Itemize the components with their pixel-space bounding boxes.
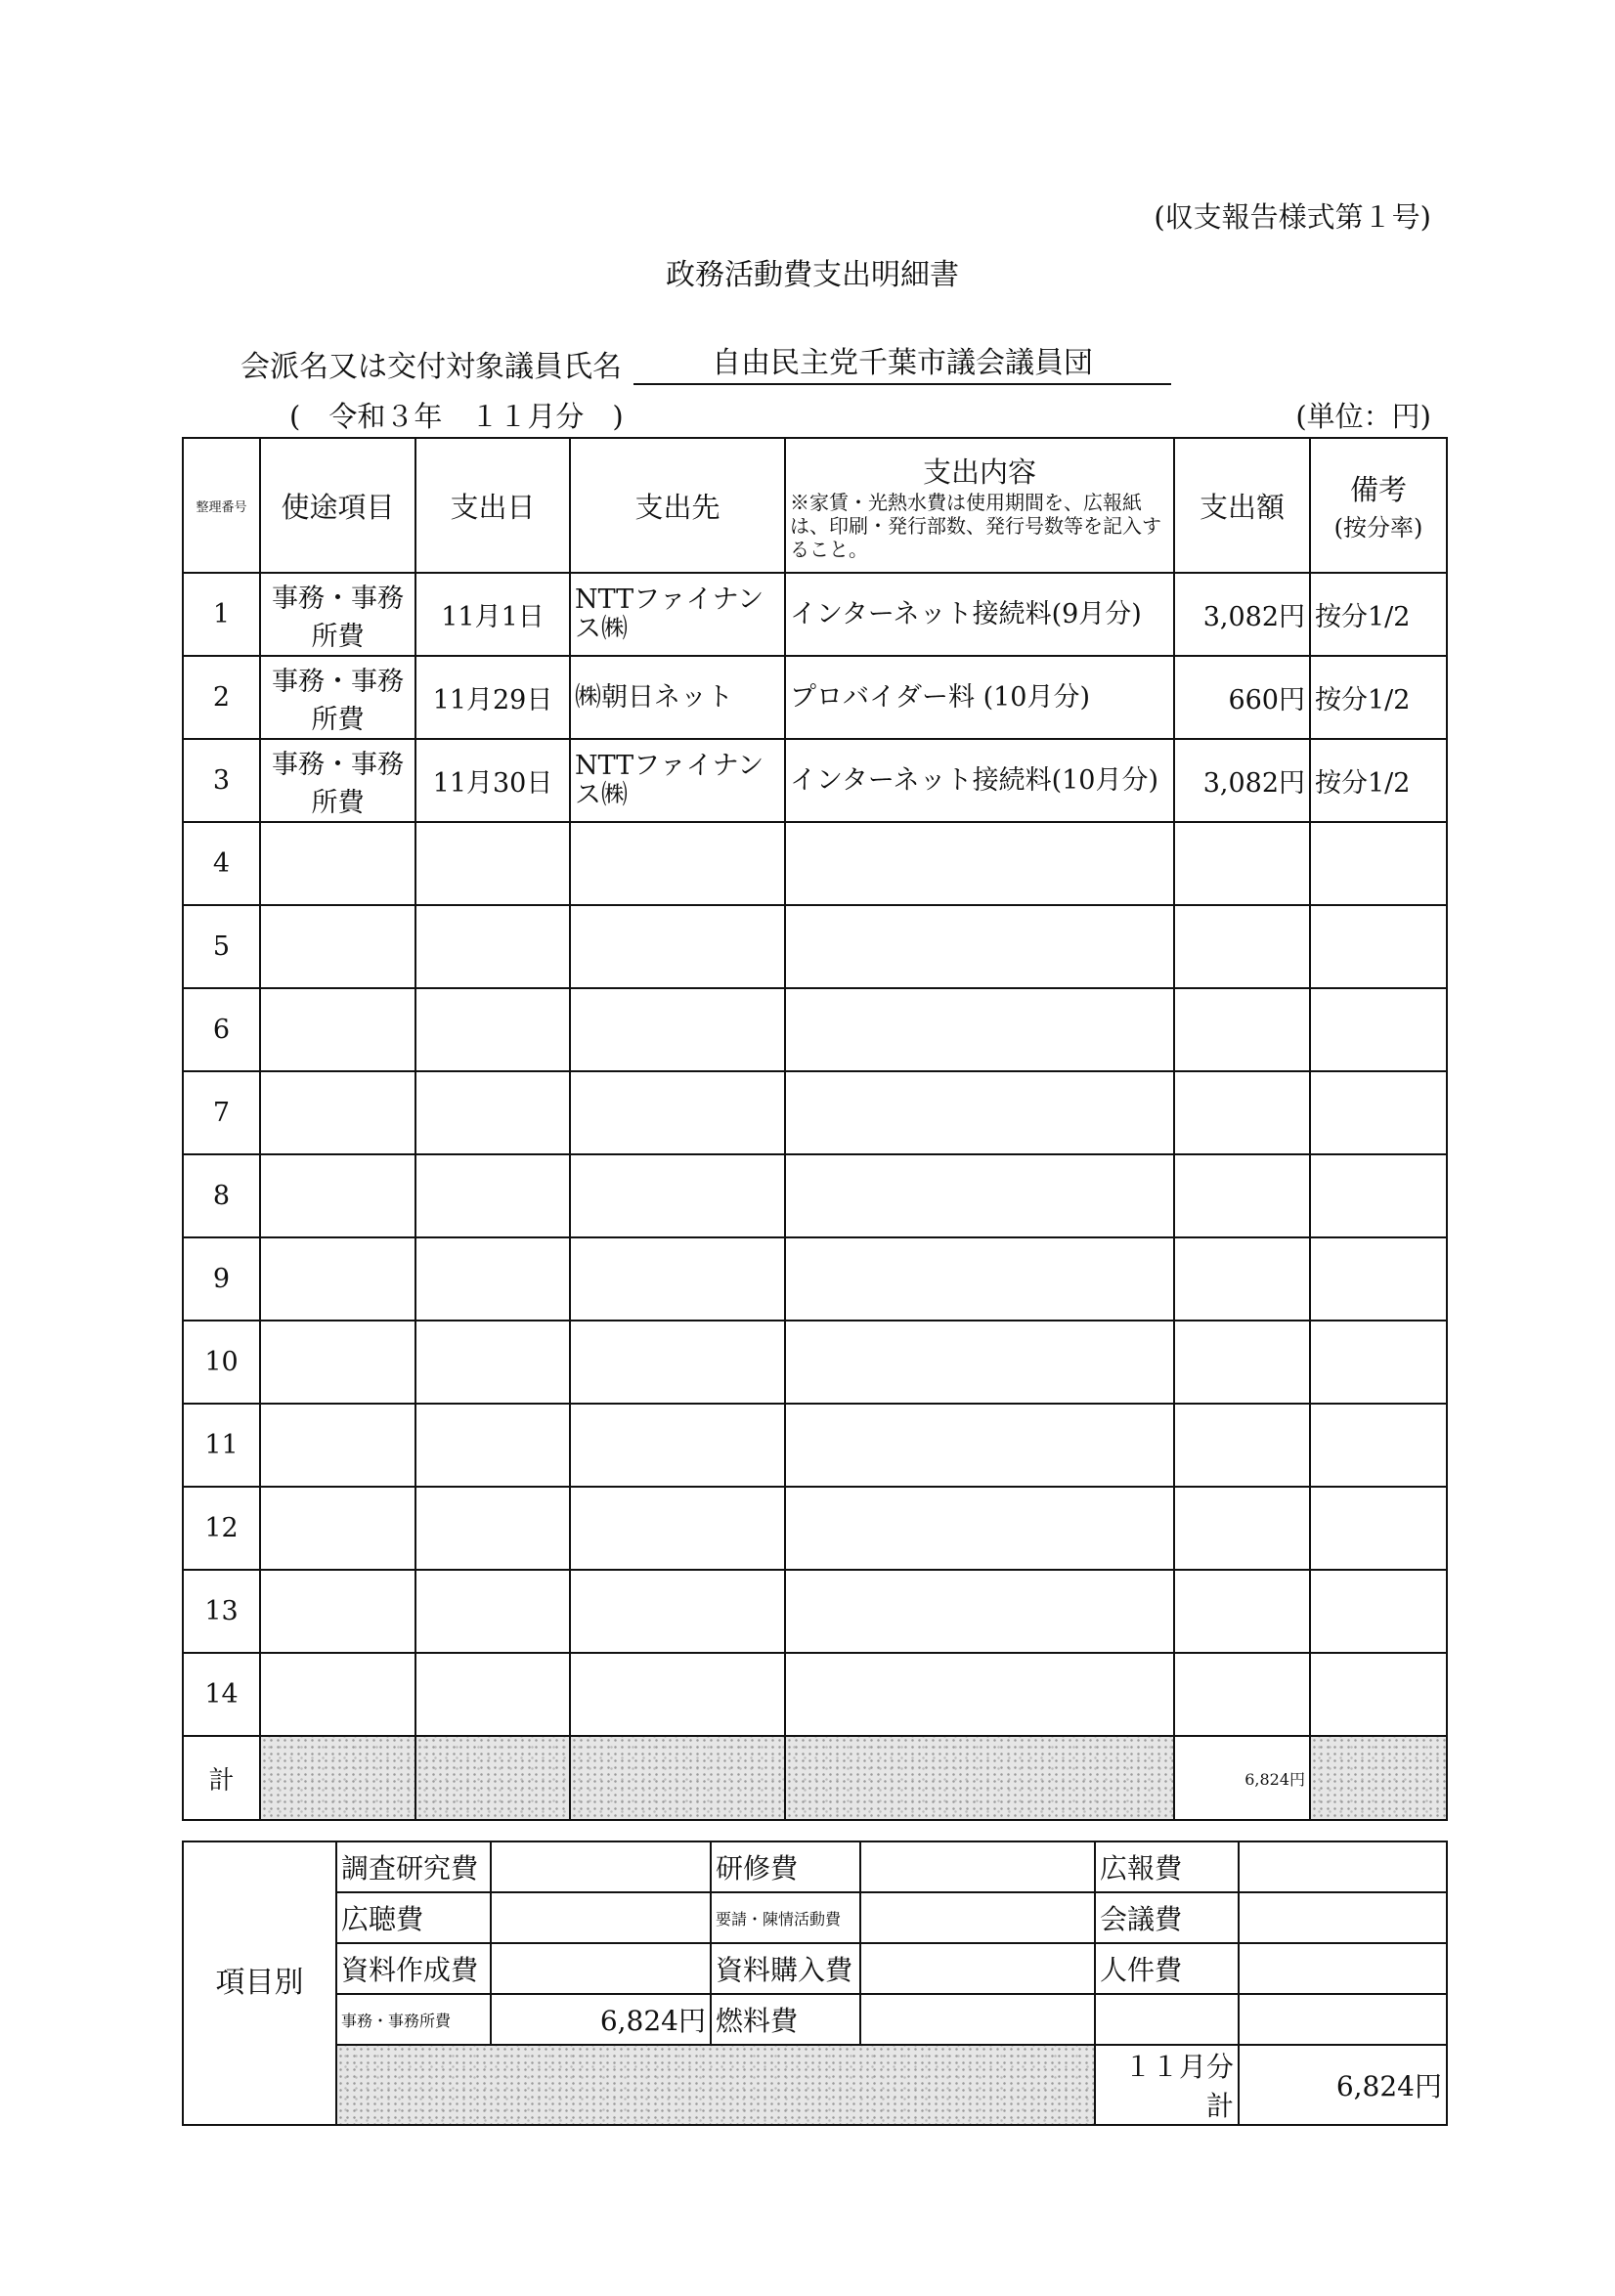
row-remarks xyxy=(1310,1404,1447,1487)
row-amount xyxy=(1174,988,1310,1071)
summary-value xyxy=(491,1892,711,1943)
row-number: 2 xyxy=(183,656,260,739)
table-row xyxy=(183,656,1447,739)
row-amount xyxy=(1174,1653,1310,1736)
table-row xyxy=(183,1321,1447,1404)
header-content-label: 支出内容 xyxy=(922,455,1036,489)
row-content xyxy=(785,905,1174,988)
row-content xyxy=(785,1487,1174,1570)
row-number: 4 xyxy=(183,822,260,905)
row-amount xyxy=(1174,1071,1310,1154)
row-payee xyxy=(570,1321,785,1404)
row-date xyxy=(415,1570,570,1653)
header-remarks-sub: (按分率) xyxy=(1333,514,1423,542)
header-content xyxy=(785,438,1174,573)
row-date xyxy=(415,1404,570,1487)
total-label: 計 xyxy=(183,1736,260,1820)
row-content xyxy=(785,822,1174,905)
row-content xyxy=(785,1237,1174,1321)
row-remarks xyxy=(1310,1154,1447,1237)
row-category xyxy=(260,1570,415,1653)
summary-row xyxy=(183,1841,1447,1892)
row-content xyxy=(785,988,1174,1071)
header-remarks-label: 備考 xyxy=(1349,473,1407,506)
row-remarks xyxy=(1310,1071,1447,1154)
row-payee xyxy=(570,1653,785,1736)
row-amount xyxy=(1174,1570,1310,1653)
row-content xyxy=(785,1404,1174,1487)
row-remarks xyxy=(1310,1570,1447,1653)
header-remarks xyxy=(1310,438,1447,573)
row-category: 事務・事務所費 xyxy=(260,573,415,656)
row-payee xyxy=(570,1487,785,1570)
summary-value: 6,824円 xyxy=(491,1994,711,2045)
row-remarks xyxy=(1310,1321,1447,1404)
row-category xyxy=(260,905,415,988)
monthly-total-value: 6,824円 xyxy=(1239,2045,1447,2125)
shaded-cell xyxy=(336,2045,1095,2125)
table-header-row xyxy=(183,438,1447,573)
row-payee xyxy=(570,1071,785,1154)
row-amount xyxy=(1174,822,1310,905)
summary-label: 燃料費 xyxy=(711,1994,860,2045)
table-row xyxy=(183,1404,1447,1487)
row-number: 13 xyxy=(183,1570,260,1653)
row-number: 9 xyxy=(183,1237,260,1321)
summary-row xyxy=(183,1943,1447,1994)
row-content xyxy=(785,1570,1174,1653)
summary-value xyxy=(860,1994,1095,2045)
row-number: 8 xyxy=(183,1154,260,1237)
row-category xyxy=(260,1321,415,1404)
unit-label: (単位：円) xyxy=(1295,400,1431,433)
row-remarks: 按分1/2 xyxy=(1310,656,1447,739)
row-amount xyxy=(1174,1154,1310,1237)
summary-label: 事務・事務所費 xyxy=(336,1994,491,2045)
summary-label: 会議費 xyxy=(1095,1892,1239,1943)
row-number: 6 xyxy=(183,988,260,1071)
row-number: 10 xyxy=(183,1321,260,1404)
summary-value xyxy=(860,1841,1095,1892)
row-number: 5 xyxy=(183,905,260,988)
table-row xyxy=(183,573,1447,656)
row-amount: 3,082円 xyxy=(1174,739,1310,822)
row-payee xyxy=(570,905,785,988)
row-payee xyxy=(570,988,785,1071)
row-category: 事務・事務所費 xyxy=(260,656,415,739)
header-amount: 支出額 xyxy=(1174,438,1310,573)
row-number: 7 xyxy=(183,1071,260,1154)
row-category xyxy=(260,1237,415,1321)
row-remarks xyxy=(1310,822,1447,905)
row-date xyxy=(415,1321,570,1404)
summary-heading: 項目別 xyxy=(183,1841,336,2125)
header-no: 整理番号 xyxy=(183,438,260,573)
summary-label: 資料作成費 xyxy=(336,1943,491,1994)
header-date: 支出日 xyxy=(415,438,570,573)
row-amount xyxy=(1174,905,1310,988)
table-row xyxy=(183,1154,1447,1237)
row-amount xyxy=(1174,1321,1310,1404)
summary-value xyxy=(860,1892,1095,1943)
shaded-cell xyxy=(260,1736,415,1820)
row-payee: NTTファイナンス㈱ xyxy=(570,573,785,656)
summary-label: 人件費 xyxy=(1095,1943,1239,1994)
row-category: 事務・事務所費 xyxy=(260,739,415,822)
row-content xyxy=(785,1653,1174,1736)
table-row xyxy=(183,1487,1447,1570)
row-amount: 3,082円 xyxy=(1174,573,1310,656)
shaded-cell xyxy=(1310,1736,1447,1820)
summary-row xyxy=(183,1994,1447,2045)
empty-cell xyxy=(1239,1994,1447,2045)
row-date: 11月29日 xyxy=(415,656,570,739)
shaded-cell xyxy=(570,1736,785,1820)
row-payee: NTTファイナンス㈱ xyxy=(570,739,785,822)
empty-cell xyxy=(1095,1994,1239,2045)
summary-value xyxy=(1239,1943,1447,1994)
row-date xyxy=(415,1071,570,1154)
summary-value xyxy=(491,1943,711,1994)
row-date xyxy=(415,1653,570,1736)
row-date: 11月30日 xyxy=(415,739,570,822)
row-number: 14 xyxy=(183,1653,260,1736)
row-payee xyxy=(570,1237,785,1321)
row-amount xyxy=(1174,1404,1310,1487)
row-category xyxy=(260,1653,415,1736)
row-date: 11月1日 xyxy=(415,573,570,656)
table-row xyxy=(183,1570,1447,1653)
expense-table xyxy=(182,437,1448,1821)
table-row xyxy=(183,1071,1447,1154)
total-row xyxy=(183,1736,1447,1820)
row-number: 3 xyxy=(183,739,260,822)
summary-label: 資料購入費 xyxy=(711,1943,860,1994)
summary-label: 広報費 xyxy=(1095,1841,1239,1892)
total-amount: 6,824円 xyxy=(1174,1736,1310,1820)
row-date xyxy=(415,988,570,1071)
row-payee xyxy=(570,1404,785,1487)
row-content xyxy=(785,1321,1174,1404)
row-date xyxy=(415,1237,570,1321)
row-category xyxy=(260,988,415,1071)
table-row xyxy=(183,739,1447,822)
header-content-note: ※家賃・光熱水費は使用期間を、広報紙は、印刷・発行部数、発行号数等を記入すること。 xyxy=(790,490,1161,561)
row-date xyxy=(415,822,570,905)
party-label: 会派名又は交付対象議員氏名 xyxy=(240,350,622,384)
row-remarks xyxy=(1310,988,1447,1071)
summary-total-row xyxy=(183,2045,1447,2125)
summary-label: 要請・陳情活動費 xyxy=(711,1892,860,1943)
row-number: 11 xyxy=(183,1404,260,1487)
table-row xyxy=(183,905,1447,988)
row-date xyxy=(415,905,570,988)
row-date xyxy=(415,1154,570,1237)
row-remarks: 按分1/2 xyxy=(1310,739,1447,822)
summary-label: 研修費 xyxy=(711,1841,860,1892)
period: ( 令和３年 １１月分 ) xyxy=(289,400,624,433)
row-category xyxy=(260,1154,415,1237)
summary-label: 広聴費 xyxy=(336,1892,491,1943)
row-remarks xyxy=(1310,905,1447,988)
table-row xyxy=(183,988,1447,1071)
row-amount xyxy=(1174,1487,1310,1570)
row-category xyxy=(260,822,415,905)
row-payee xyxy=(570,1154,785,1237)
table-row xyxy=(183,1653,1447,1736)
party-name: 自由民主党千葉市議会議員団 xyxy=(633,338,1171,385)
form-number: (収支報告様式第１号) xyxy=(1154,200,1431,234)
summary-value xyxy=(1239,1841,1447,1892)
row-remarks xyxy=(1310,1653,1447,1736)
summary-label: 調査研究費 xyxy=(336,1841,491,1892)
row-content: プロバイダー料 (10月分) xyxy=(785,656,1174,739)
table-row xyxy=(183,822,1447,905)
row-remarks xyxy=(1310,1487,1447,1570)
row-payee: ㈱朝日ネット xyxy=(570,656,785,739)
row-content xyxy=(785,1071,1174,1154)
summary-value xyxy=(491,1841,711,1892)
summary-row xyxy=(183,1892,1447,1943)
document-title: 政務活動費支出明細書 xyxy=(666,258,959,292)
row-remarks: 按分1/2 xyxy=(1310,573,1447,656)
row-category xyxy=(260,1487,415,1570)
row-number: 1 xyxy=(183,573,260,656)
row-content: インターネット接続料(10月分) xyxy=(785,739,1174,822)
summary-value xyxy=(1239,1892,1447,1943)
summary-value xyxy=(860,1943,1095,1994)
row-amount: 660円 xyxy=(1174,656,1310,739)
row-payee xyxy=(570,1570,785,1653)
header-category: 使途項目 xyxy=(260,438,415,573)
row-remarks xyxy=(1310,1237,1447,1321)
row-category xyxy=(260,1071,415,1154)
category-summary-table xyxy=(182,1841,1448,2126)
row-number: 12 xyxy=(183,1487,260,1570)
row-payee xyxy=(570,822,785,905)
row-amount xyxy=(1174,1237,1310,1321)
header-payee: 支出先 xyxy=(570,438,785,573)
monthly-total-label: １１月分計 xyxy=(1095,2045,1239,2125)
row-category xyxy=(260,1404,415,1487)
row-content xyxy=(785,1154,1174,1237)
table-row xyxy=(183,1237,1447,1321)
row-date xyxy=(415,1487,570,1570)
shaded-cell xyxy=(415,1736,570,1820)
row-content: インターネット接続料(9月分) xyxy=(785,573,1174,656)
shaded-cell xyxy=(785,1736,1174,1820)
party-row xyxy=(240,338,1171,385)
